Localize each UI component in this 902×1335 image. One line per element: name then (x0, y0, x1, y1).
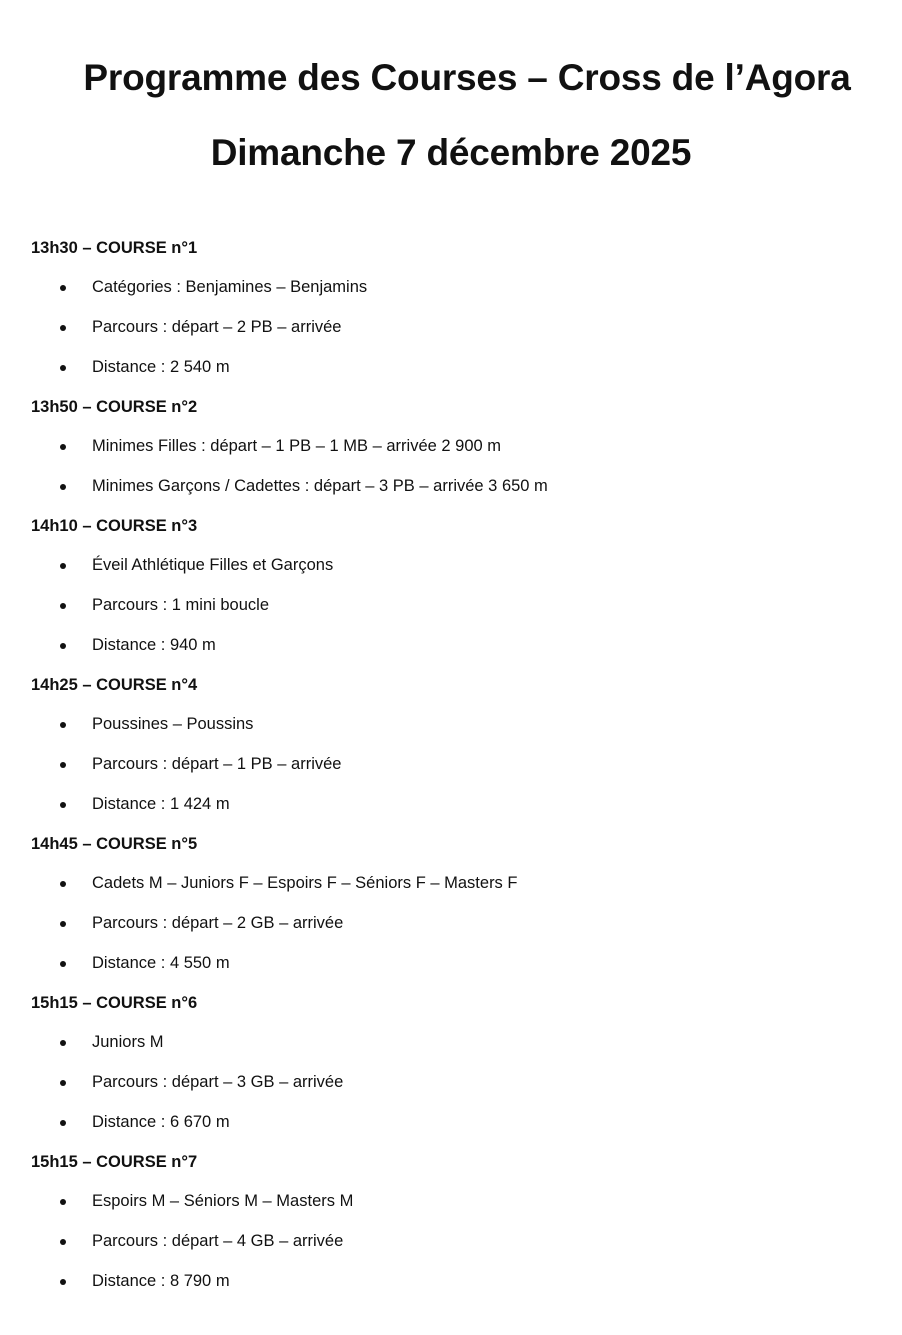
bullet-icon (60, 722, 66, 728)
race-section (0, 236, 902, 379)
list-item-text: Distance : 8 790 m (92, 1272, 230, 1290)
race-section (0, 673, 902, 816)
bullet-icon (60, 1120, 66, 1126)
race-details-list (0, 434, 902, 498)
race-heading: 15h15 – COURSE n°7 (31, 1153, 198, 1171)
list-item (0, 315, 902, 339)
list-item-text: Poussines – Poussins (92, 715, 254, 733)
bullet-icon (60, 802, 66, 808)
bullet-icon (60, 762, 66, 768)
list-item (0, 712, 902, 736)
race-heading: 14h45 – COURSE n°5 (31, 835, 198, 853)
race-details-list (0, 275, 902, 379)
race-details-list (0, 871, 902, 975)
list-item (0, 752, 902, 776)
page-subtitle-date: Dimanche 7 décembre 2025 (210, 132, 692, 173)
list-item-text: Distance : 1 424 m (92, 795, 230, 813)
list-item-text: Éveil Athlétique Filles et Garçons (92, 556, 334, 574)
bullet-icon (60, 325, 66, 331)
bullet-icon (60, 444, 66, 450)
list-item-text: Distance : 4 550 m (92, 954, 230, 972)
list-item (0, 355, 902, 379)
list-item (0, 951, 902, 975)
list-item-text: Espoirs M – Séniors M – Masters M (92, 1192, 354, 1210)
bullet-icon (60, 1040, 66, 1046)
list-item (0, 1269, 902, 1293)
list-item-text: Parcours : départ – 2 PB – arrivée (92, 318, 342, 336)
list-item (0, 1070, 902, 1094)
list-item (0, 911, 902, 935)
list-item (0, 553, 902, 577)
race-details-list (0, 1189, 902, 1293)
bullet-icon (60, 484, 66, 490)
race-section (0, 395, 902, 498)
list-item-text: Parcours : départ – 2 GB – arrivée (92, 914, 344, 932)
list-item-text: Minimes Filles : départ – 1 PB – 1 MB – arrivée 2 900 m (92, 437, 502, 455)
race-program (0, 236, 902, 1309)
race-heading: 14h25 – COURSE n°4 (31, 676, 198, 694)
list-item (0, 593, 902, 617)
bullet-icon (60, 1239, 66, 1245)
list-item-text: Parcours : départ – 1 PB – arrivée (92, 755, 342, 773)
race-section (0, 514, 902, 657)
list-item-text: Distance : 2 540 m (92, 358, 230, 376)
race-details-list (0, 712, 902, 816)
bullet-icon (60, 921, 66, 927)
list-item-text: Parcours : départ – 3 GB – arrivée (92, 1073, 344, 1091)
page-title: Programme des Courses – Cross de l’Agora (83, 57, 851, 98)
bullet-icon (60, 285, 66, 291)
list-item (0, 792, 902, 816)
list-item (0, 1229, 902, 1253)
list-item (0, 871, 902, 895)
bullet-icon (60, 1199, 66, 1205)
list-item-text: Distance : 6 670 m (92, 1113, 230, 1131)
bullet-icon (60, 365, 66, 371)
list-item-text: Juniors M (92, 1033, 164, 1051)
list-item-text: Distance : 940 m (92, 636, 216, 654)
race-section (0, 991, 902, 1134)
race-section (0, 832, 902, 975)
race-details-list (0, 553, 902, 657)
list-item-text: Cadets M – Juniors F – Espoirs F – Séniors F – Masters F (92, 874, 518, 892)
bullet-icon (60, 643, 66, 649)
list-item (0, 474, 902, 498)
list-item (0, 434, 902, 458)
list-item-text: Catégories : Benjamines – Benjamins (92, 278, 368, 296)
race-section (0, 1150, 902, 1293)
list-item (0, 1110, 902, 1134)
bullet-icon (60, 1080, 66, 1086)
list-item (0, 633, 902, 657)
race-heading: 13h50 – COURSE n°2 (31, 398, 198, 416)
list-item-text: Parcours : départ – 4 GB – arrivée (92, 1232, 344, 1250)
bullet-icon (60, 563, 66, 569)
race-heading: 14h10 – COURSE n°3 (31, 517, 198, 535)
race-details-list (0, 1030, 902, 1134)
race-heading: 15h15 – COURSE n°6 (31, 994, 198, 1012)
list-item-text: Parcours : 1 mini boucle (92, 596, 269, 614)
list-item (0, 275, 902, 299)
list-item (0, 1189, 902, 1213)
list-item-text: Minimes Garçons / Cadettes : départ – 3 PB – arrivée 3 650 m (92, 477, 548, 495)
bullet-icon (60, 603, 66, 609)
bullet-icon (60, 1279, 66, 1285)
list-item (0, 1030, 902, 1054)
bullet-icon (60, 881, 66, 887)
bullet-icon (60, 961, 66, 967)
race-heading: 13h30 – COURSE n°1 (31, 239, 198, 257)
